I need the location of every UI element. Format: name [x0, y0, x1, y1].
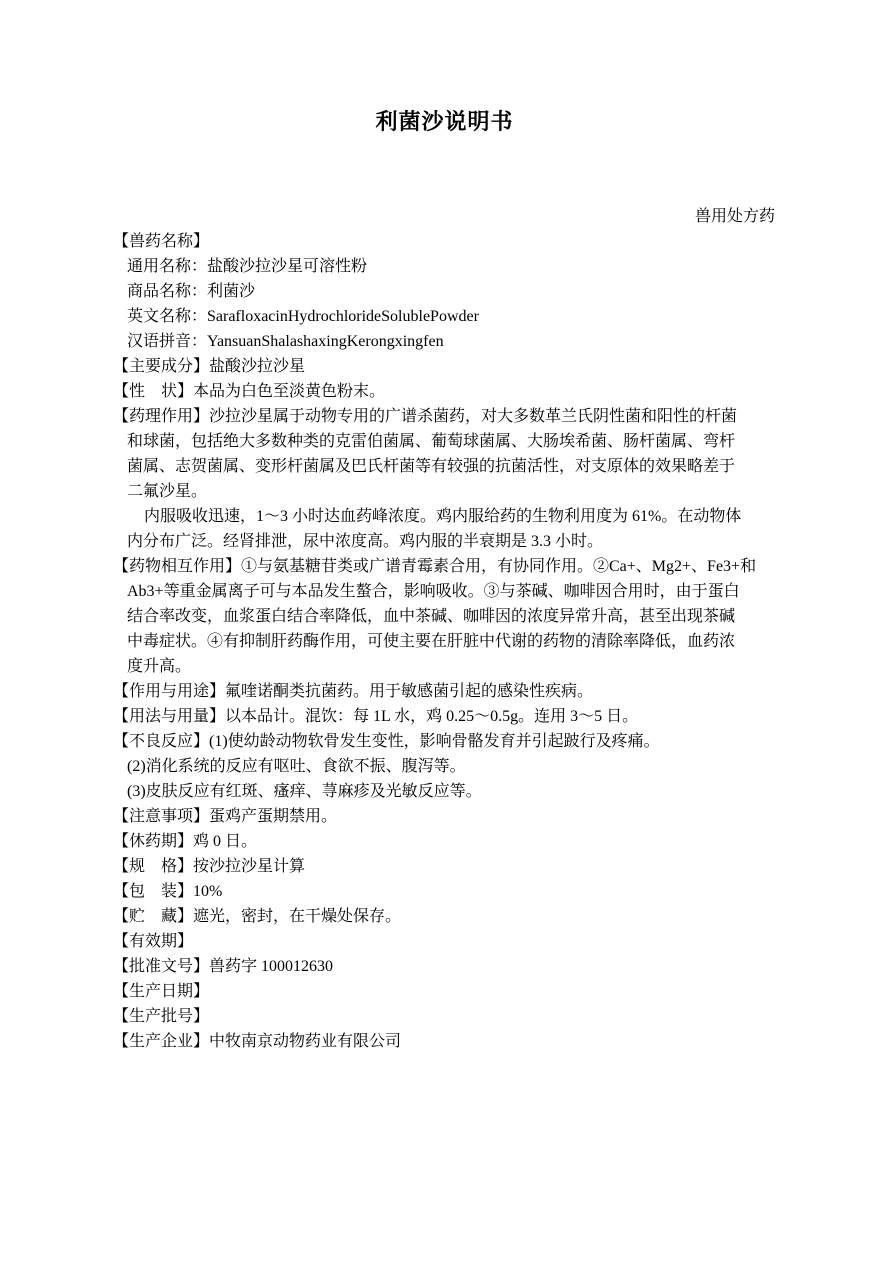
prescription-classification-label: 兽用处方药 [694, 208, 775, 225]
doc-line: 二氟沙星。 [127, 483, 208, 500]
doc-line: 中毒症状。④有抑制肝药酶作用，可使主要在肝脏中代谢的药物的清除率降低，血药浓 [127, 633, 736, 650]
doc-line: 【注意事项】蛋鸡产蛋期禁用。 [113, 808, 338, 825]
page-title: 利菌沙说明书 [375, 109, 514, 134]
doc-line: 【性 状】本品为白色至淡黄色粉末。 [113, 383, 386, 400]
doc-line: 【主要成分】盐酸沙拉沙星 [113, 358, 306, 375]
doc-line: 度升高。 [127, 658, 192, 675]
doc-line: 【药物相互作用】①与氨基糖苷类或广谱青霉素合用，有协同作用。②Ca+、Mg2+、Fe3+和 [113, 558, 757, 575]
doc-line: 汉语拼音：YansuanShalashaxingKerongxingfen [127, 333, 444, 350]
doc-line: 【不良反应】(1)使幼龄动物软骨发生变性，影响骨骼发育并引起跛行及疼痛。 [113, 733, 660, 750]
doc-line: 通用名称：盐酸沙拉沙星可溶性粉 [127, 258, 368, 275]
doc-line: 结合率改变，血浆蛋白结合率降低，血中茶碱、咖啡因的浓度异常升高，甚至出现茶碱 [127, 608, 736, 625]
doc-line: 【批准文号】兽药字 100012630 [113, 958, 334, 975]
doc-line: 和球菌，包括绝大多数种类的克雷伯菌属、葡萄球菌属、大肠埃希菌、肠杆菌属、弯杆 [127, 433, 736, 450]
doc-line: 内服吸收迅速，1～3 小时达血药峰浓度。鸡内服给药的生物利用度为 61%。在动物体 [144, 508, 742, 525]
doc-line: 【用法与用量】以本品计。混饮：每 1L 水，鸡 0.25～0.5g。连用 3～5 日。 [113, 708, 639, 725]
doc-line: Ab3+等重金属离子可与本品发生螯合，影响吸收。③与茶碱、咖啡因合用时，由于蛋白 [127, 583, 740, 600]
doc-line: 【休药期】鸡 0 日。 [113, 833, 258, 850]
doc-line: 【生产日期】 [113, 983, 210, 1000]
doc-line: 【生产企业】中牧南京动物药业有限公司 [113, 1033, 402, 1050]
doc-line: (2)消化系统的反应有呕吐、食欲不振、腹泻等。 [127, 758, 466, 775]
doc-line: 商品名称：利菌沙 [127, 283, 256, 300]
doc-line: 【兽药名称】 [113, 233, 210, 250]
document-body [0, 229, 889, 1054]
doc-line: 【有效期】 [113, 933, 194, 950]
doc-line: 【包 装】10% [113, 883, 223, 900]
doc-line: 【生产批号】 [113, 1008, 210, 1025]
doc-line: (3)皮肤反应有红斑、瘙痒、荨麻疹及光敏反应等。 [127, 783, 482, 800]
doc-line: 【贮 藏】遮光，密封，在干燥处保存。 [113, 908, 402, 925]
doc-line: 英文名称：SarafloxacinHydrochlorideSolublePowder [127, 308, 479, 325]
doc-line: 菌属、志贺菌属、变形杆菌属及巴氏杆菌等有较强的抗菌活性，对支原体的效果略差于 [127, 458, 736, 475]
doc-line: 【作用与用途】氟喹诺酮类抗菌药。用于敏感菌引起的感染性疾病。 [113, 683, 594, 700]
doc-line: 内分布广泛。经肾排泄，尿中浓度高。鸡内服的半衰期是 3.3 小时。 [127, 533, 604, 550]
doc-line: 【规 格】按沙拉沙星计算 [113, 858, 306, 875]
doc-line: 【药理作用】沙拉沙星属于动物专用的广谱杀菌药，对大多数革兰氏阴性菌和阳性的杆菌 [113, 408, 738, 425]
